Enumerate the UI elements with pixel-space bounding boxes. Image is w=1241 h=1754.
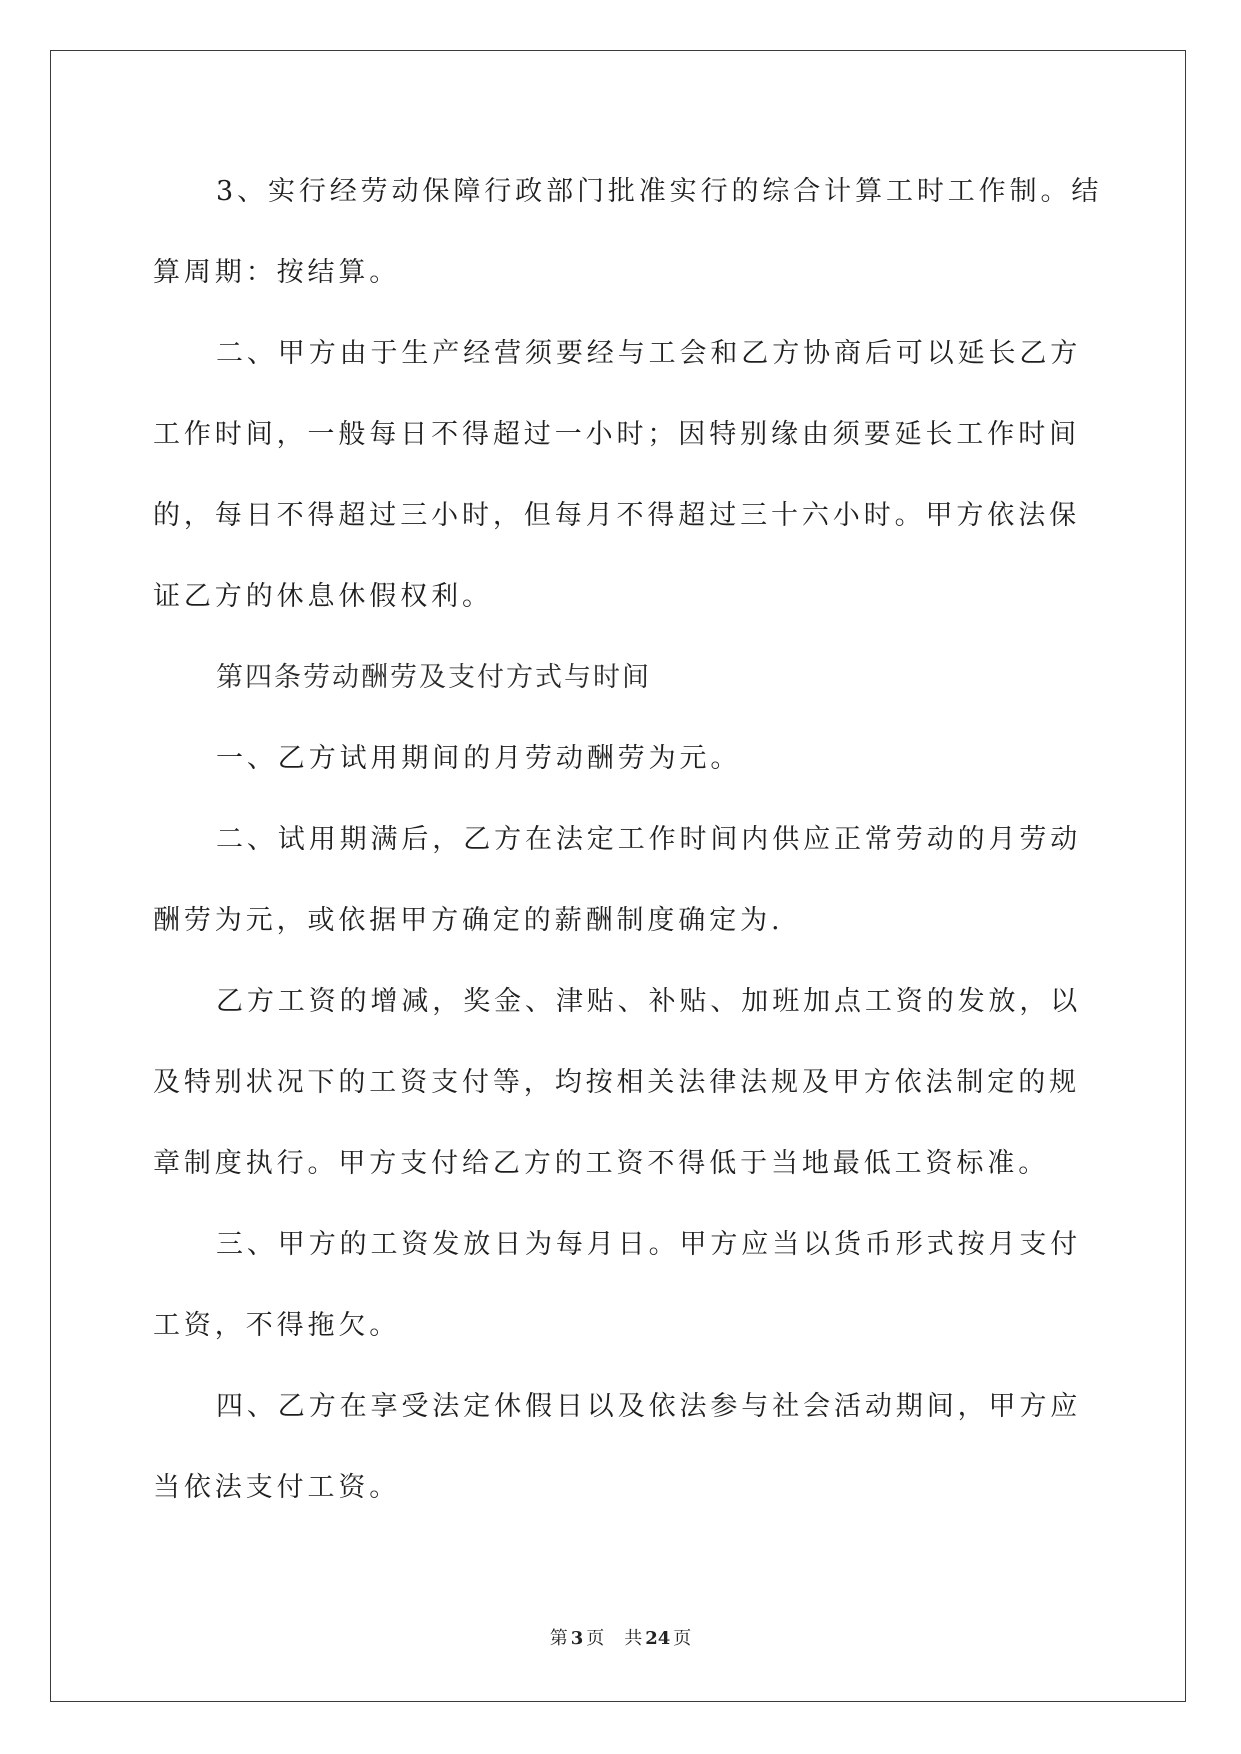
total-prefix: 共 (624, 1628, 643, 1649)
text-line: 算周期：按结算。 (153, 257, 401, 288)
document-body (153, 151, 1113, 1528)
total-pages-indicator (624, 1628, 691, 1649)
section-heading (153, 637, 1113, 718)
page-suffix: 页 (586, 1628, 605, 1649)
text-line: 的，每日不得超过三小时，但每月不得超过三十六小时。甲方依法保 (153, 500, 1080, 531)
total-suffix: 页 (673, 1628, 692, 1649)
page-number: 3 (570, 1628, 584, 1649)
text-line: 3、实行经劳动保障行政部门批准实行的综合计算工时工作制。结 (216, 176, 1103, 207)
paragraph (153, 1204, 1113, 1366)
text-line: 二、试用期满后，乙方在法定工作时间内供应正常劳动的月劳动 (216, 824, 1082, 855)
paragraph (153, 799, 1113, 961)
page-indicator (550, 1628, 605, 1649)
text-line: 当依法支付工资。 (153, 1472, 401, 1503)
total-pages: 24 (645, 1628, 671, 1649)
section-heading-text: 第四条劳动酬劳及支付方式与时间 (216, 662, 651, 693)
text-line: 三、甲方的工资发放日为每月日。甲方应当以货币形式按月支付 (216, 1229, 1082, 1260)
text-line: 酬劳为元，或依据甲方确定的薪酬制度确定为. (153, 905, 784, 936)
text-line: 及特别状况下的工资支付等，均按相关法律法规及甲方依法制定的规 (153, 1067, 1080, 1098)
paragraph (153, 151, 1113, 313)
text-line: 二、甲方由于生产经营须要经与工会和乙方协商后可以延长乙方 (216, 338, 1082, 369)
paragraph (153, 718, 1113, 799)
text-line: 一、乙方试用期间的月劳动酬劳为元。 (216, 743, 742, 774)
paragraph (153, 1366, 1113, 1528)
text-line: 章制度执行。甲方支付给乙方的工资不得低于当地最低工资标准。 (153, 1148, 1050, 1179)
paragraph (153, 313, 1113, 637)
paragraph (153, 961, 1113, 1204)
text-line: 证乙方的休息休假权利。 (153, 581, 493, 612)
page-prefix: 第 (549, 1628, 568, 1649)
text-line: 工资，不得拖欠。 (153, 1310, 401, 1341)
page-footer (0, 1626, 1241, 1652)
text-line: 乙方工资的增减，奖金、津贴、补贴、加班加点工资的发放，以 (216, 986, 1082, 1017)
text-line: 工作时间，一般每日不得超过一小时；因特别缘由须要延长工作时间 (153, 419, 1080, 450)
text-line: 四、乙方在享受法定休假日以及依法参与社会活动期间，甲方应 (216, 1391, 1082, 1422)
